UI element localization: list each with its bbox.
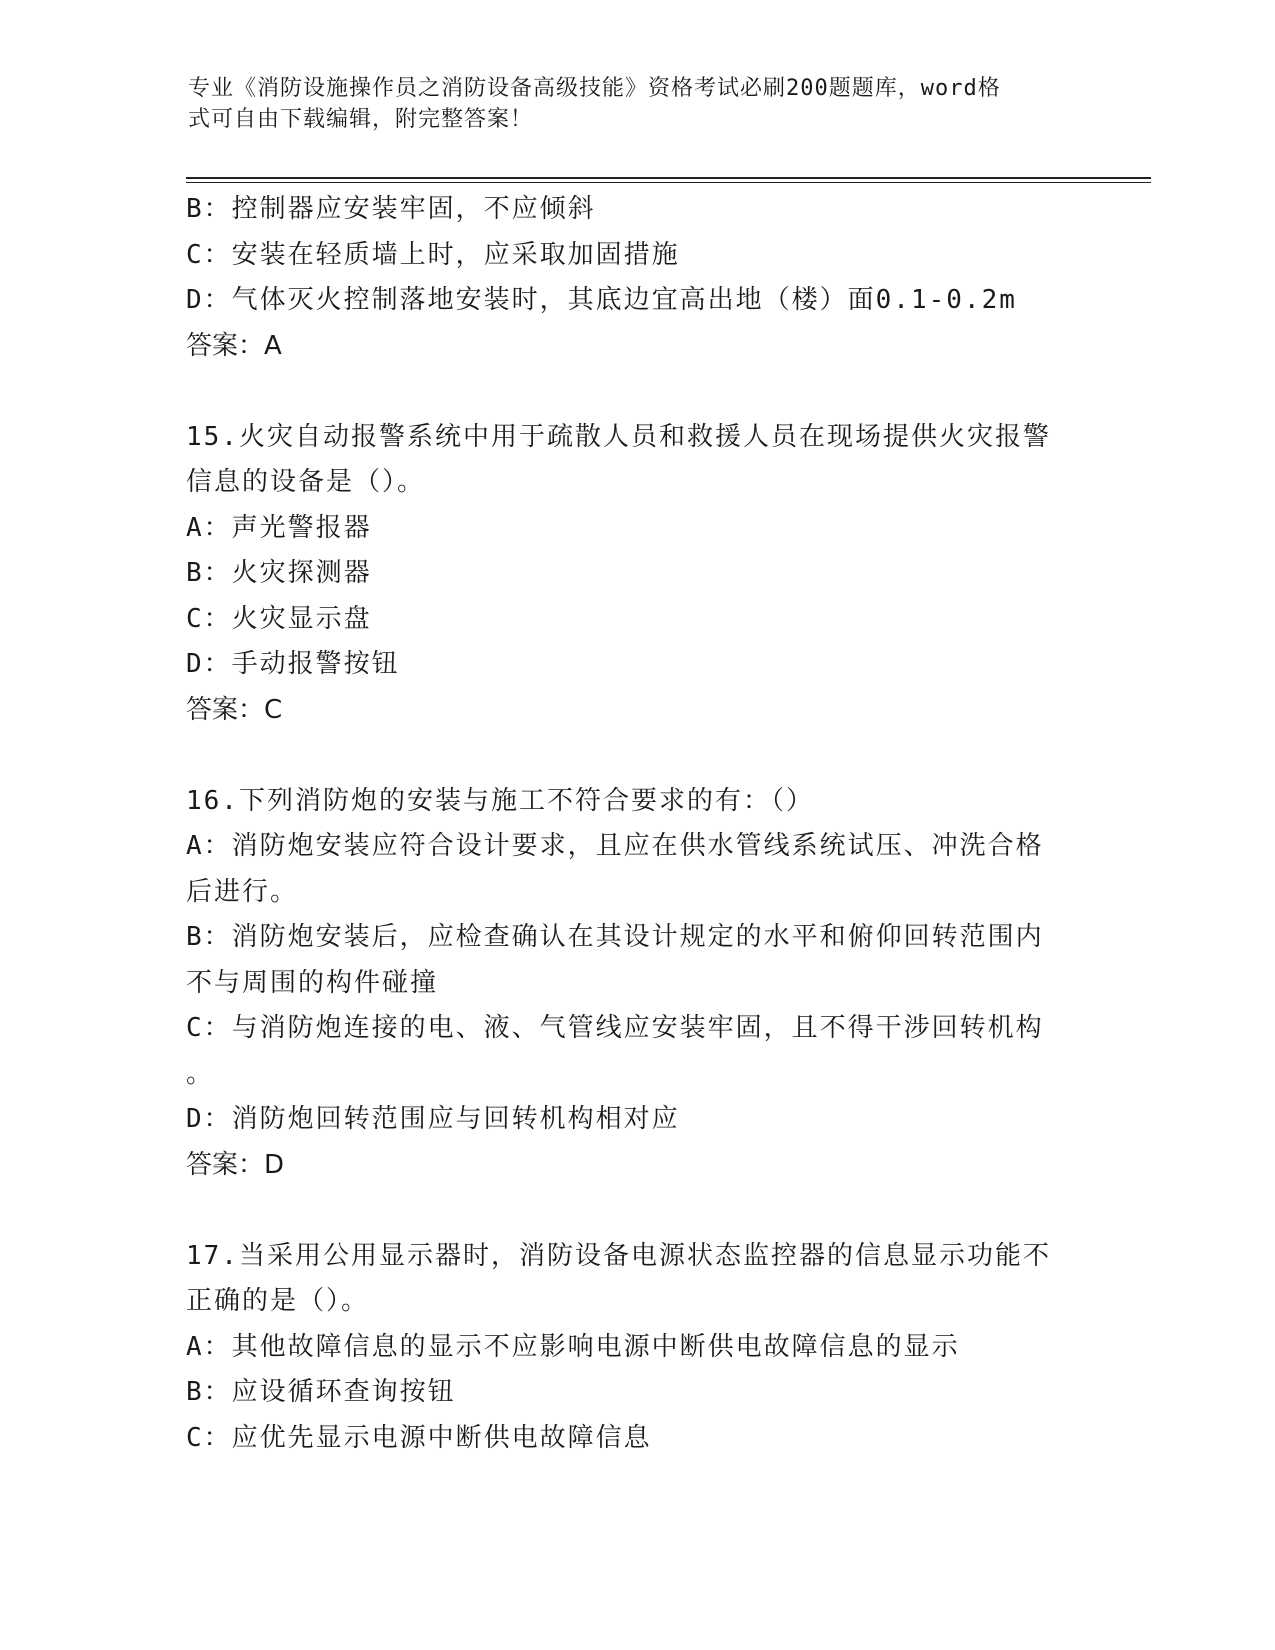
header-line-1: 专业《消防设施操作员之消防设备高级技能》资格考试必刷200题题库，word格: [188, 76, 1001, 101]
question-16-option-c-line-2: 。: [186, 1058, 215, 1089]
question-15-answer: 答案：C: [186, 694, 283, 725]
question-16-stem: 16.下列消防炮的安装与施工不符合要求的有：（）: [186, 785, 814, 816]
question-16-option-d: D：消防炮回转范围应与回转机构相对应: [186, 1104, 680, 1134]
header-divider-thin: [186, 182, 1151, 183]
question-16-option-a-line-1: A：消防炮安装应符合设计要求，且应在供水管线系统试压、冲洗合格: [186, 831, 1044, 861]
question-15-stem-line-1: 15.火灾自动报警系统中用于疏散人员和救援人员在现场提供火灾报警: [186, 421, 1051, 452]
question-17-option-b: B：应设循环查询按钮: [186, 1377, 456, 1407]
document-header: [188, 73, 1068, 135]
question-17-stem-line-2: 正确的是（）。: [186, 1286, 370, 1316]
question-17-option-a: A：其他故障信息的显示不应影响电源中断供电故障信息的显示: [186, 1331, 960, 1362]
question-17-stem-line-1: 17.当采用公用显示器时，消防设备电源状态监控器的信息显示功能不: [186, 1240, 1051, 1271]
header-divider: [186, 177, 1151, 179]
option-b: B：控制器应安装牢固，不应倾斜: [186, 194, 596, 224]
question-15-option-d: D：手动报警按钮: [186, 649, 400, 679]
question-16-option-a-line-2: 后进行。: [186, 876, 299, 907]
question-15-stem-line-2: 信息的设备是（）。: [186, 467, 426, 497]
question-16-option-b-line-2: 不与周围的构件碰撞: [186, 967, 439, 998]
option-d: D：气体灭火控制落地安装时，其底边宜高出地（楼）面0.1-0.2m: [186, 285, 1017, 315]
question-16-answer: 答案：D: [186, 1149, 285, 1180]
question-list: [186, 187, 1086, 1461]
spacer: [186, 369, 1086, 415]
option-c: C：安装在轻质墙上时，应采取加固措施: [186, 239, 680, 270]
header-line-2: 式可自由下载编辑，附完整答案！: [188, 107, 534, 132]
question-15-option-b: B：火灾探测器: [186, 558, 372, 588]
question-16-option-c-line-1: C：与消防炮连接的电、液、气管线应安装牢固，且不得干涉回转机构: [186, 1013, 1044, 1043]
question-16-option-b-line-1: B：消防炮安装后，应检查确认在其设计规定的水平和俯仰回转范围内: [186, 922, 1044, 952]
answer: 答案：A: [186, 330, 282, 361]
question-15-option-c: C：火灾显示盘: [186, 603, 372, 634]
question-15-option-a: A：声光警报器: [186, 512, 372, 543]
spacer: [186, 733, 1086, 779]
spacer: [186, 1188, 1086, 1234]
question-17-option-c: C：应优先显示电源中断供电故障信息: [186, 1422, 652, 1453]
